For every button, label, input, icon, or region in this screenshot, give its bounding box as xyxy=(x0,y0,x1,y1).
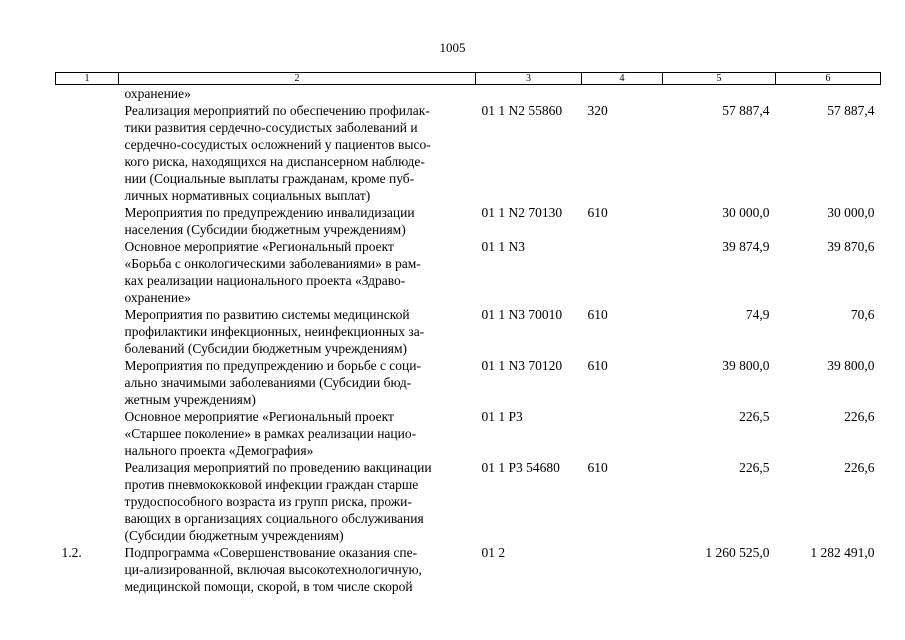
description-line: Реализация мероприятий по обеспечению профилак- xyxy=(124,103,430,118)
row-number xyxy=(56,102,119,204)
description-line: ках реализации национального проекта «Здраво- xyxy=(124,273,406,288)
description-line: болеваний (Субсидии бюджетным учреждениям) xyxy=(124,341,407,356)
description-line: «Борьба с онкологическими заболеваниями» в рам- xyxy=(124,256,421,271)
budget-table xyxy=(55,72,881,595)
description-line: Мероприятия по предупреждению инвалидизации xyxy=(124,205,415,220)
row-number xyxy=(56,204,119,238)
amount-year-2: 39 800,0 xyxy=(827,358,875,373)
description-line: населения (Субсидии бюджетным учреждениям) xyxy=(124,222,406,237)
table-row xyxy=(56,85,881,103)
row-description xyxy=(119,85,476,103)
target-article-code: 01 2 xyxy=(481,545,506,560)
description-line: жетным учреждениям) xyxy=(124,392,256,407)
amount-year-1: 39 874,9 xyxy=(722,239,770,254)
description-line: Подпрограмма «Совершенствование оказания спе- xyxy=(124,545,418,560)
description-line: ально значимыми заболеваниями (Субсидии бюд- xyxy=(124,375,412,390)
amount-year-2: 57 887,4 xyxy=(827,103,875,118)
column-header-6: 6 xyxy=(776,73,881,85)
row-description xyxy=(119,102,476,204)
description-line: личных нормативных социальных выплат) xyxy=(124,188,371,203)
row-number: 1.2. xyxy=(61,545,82,560)
expense-type-code: 320 xyxy=(587,103,608,118)
target-article-code: 01 1 P3 xyxy=(481,409,523,424)
row-number xyxy=(56,408,119,459)
column-header-1: 1 xyxy=(56,73,119,85)
description-line: охранение» xyxy=(124,86,191,101)
description-line: Мероприятия по предупреждению и борьбе с соци- xyxy=(124,358,421,373)
description-line: кого риска, находящихся на диспансерном наблюде- xyxy=(124,154,425,169)
expense-type-code xyxy=(582,544,663,595)
expense-type-code xyxy=(582,408,663,459)
amount-year-2 xyxy=(776,85,881,103)
target-article-code xyxy=(476,85,582,103)
description-line: охранение» xyxy=(124,290,191,305)
row-description xyxy=(119,238,476,306)
row-number xyxy=(56,357,119,408)
table-row xyxy=(56,102,881,204)
description-line: Мероприятия по развитию системы медицинской xyxy=(124,307,410,322)
description-line: ци-ализированной, включая высокотехнологичную, xyxy=(124,562,422,577)
description-line: трудоспособного возраста из групп риска, прожи- xyxy=(124,494,412,509)
column-header-4: 4 xyxy=(582,73,663,85)
table-body xyxy=(56,85,881,596)
amount-year-2: 39 870,6 xyxy=(827,239,875,254)
row-number xyxy=(56,459,119,544)
expense-type-code: 610 xyxy=(587,460,608,475)
amount-year-1 xyxy=(663,85,776,103)
amount-year-2: 30 000,0 xyxy=(827,205,875,220)
page-number: 1005 xyxy=(439,40,466,55)
column-header-5: 5 xyxy=(663,73,776,85)
amount-year-1: 226,5 xyxy=(739,460,770,475)
table-row xyxy=(56,459,881,544)
amount-year-1: 30 000,0 xyxy=(722,205,770,220)
target-article-code: 01 1 N3 70120 xyxy=(481,358,563,373)
description-line: вающих в организациях социального обслуживания xyxy=(124,511,424,526)
row-description xyxy=(119,459,476,544)
amount-year-1: 57 887,4 xyxy=(722,103,770,118)
amount-year-1: 1 260 525,0 xyxy=(705,545,770,560)
description-line: медицинской помощи, скорой, в том числе скорой xyxy=(124,579,413,594)
row-number xyxy=(56,238,119,306)
amount-year-1: 226,5 xyxy=(739,409,770,424)
table-row xyxy=(56,408,881,459)
amount-year-1: 39 800,0 xyxy=(722,358,770,373)
description-line: Основное мероприятие «Региональный проект xyxy=(124,409,394,424)
description-line: «Старшее поколение» в рамках реализации нацио- xyxy=(124,426,417,441)
amount-year-2: 226,6 xyxy=(844,409,875,424)
amount-year-1: 74,9 xyxy=(745,307,770,322)
target-article-code: 01 1 N3 70010 xyxy=(481,307,563,322)
row-description xyxy=(119,306,476,357)
table-row xyxy=(56,544,881,595)
table-header xyxy=(56,73,881,85)
expense-type-code xyxy=(582,238,663,306)
expense-type-code: 610 xyxy=(587,307,608,322)
description-line: тики развития сердечно-сосудистых заболеваний и xyxy=(124,120,418,135)
expense-type-code xyxy=(582,85,663,103)
description-line: (Субсидии бюджетным учреждениям) xyxy=(124,528,344,543)
row-description xyxy=(119,544,476,595)
amount-year-2: 70,6 xyxy=(850,307,875,322)
amount-year-2: 1 282 491,0 xyxy=(810,545,875,560)
row-description xyxy=(119,357,476,408)
table-row xyxy=(56,306,881,357)
description-line: профилактики инфекционных, неинфекционных за- xyxy=(124,324,425,339)
table-row xyxy=(56,204,881,238)
target-article-code: 01 1 P3 54680 xyxy=(481,460,560,475)
description-line: Реализация мероприятий по проведению вакцинации xyxy=(124,460,432,475)
row-description xyxy=(119,204,476,238)
description-line: против пневмококковой инфекции граждан старше xyxy=(124,477,419,492)
target-article-code: 01 1 N2 70130 xyxy=(481,205,563,220)
row-description xyxy=(119,408,476,459)
description-line: нии (Социальные выплаты гражданам, кроме пуб- xyxy=(124,171,415,186)
expense-type-code: 610 xyxy=(587,358,608,373)
description-line: нального проекта «Демография» xyxy=(124,443,314,458)
amount-year-2: 226,6 xyxy=(844,460,875,475)
table-row xyxy=(56,238,881,306)
column-header-2: 2 xyxy=(119,73,476,85)
description-line: сердечно-сосудистых осложнений у пациентов высо- xyxy=(124,137,431,152)
expense-type-code: 610 xyxy=(587,205,608,220)
target-article-code: 01 1 N3 xyxy=(481,239,525,254)
description-line: Основное мероприятие «Региональный проект xyxy=(124,239,394,254)
target-article-code: 01 1 N2 55860 xyxy=(481,103,563,118)
row-number xyxy=(56,306,119,357)
table-row xyxy=(56,357,881,408)
row-number xyxy=(56,85,119,103)
column-header-3: 3 xyxy=(476,73,582,85)
